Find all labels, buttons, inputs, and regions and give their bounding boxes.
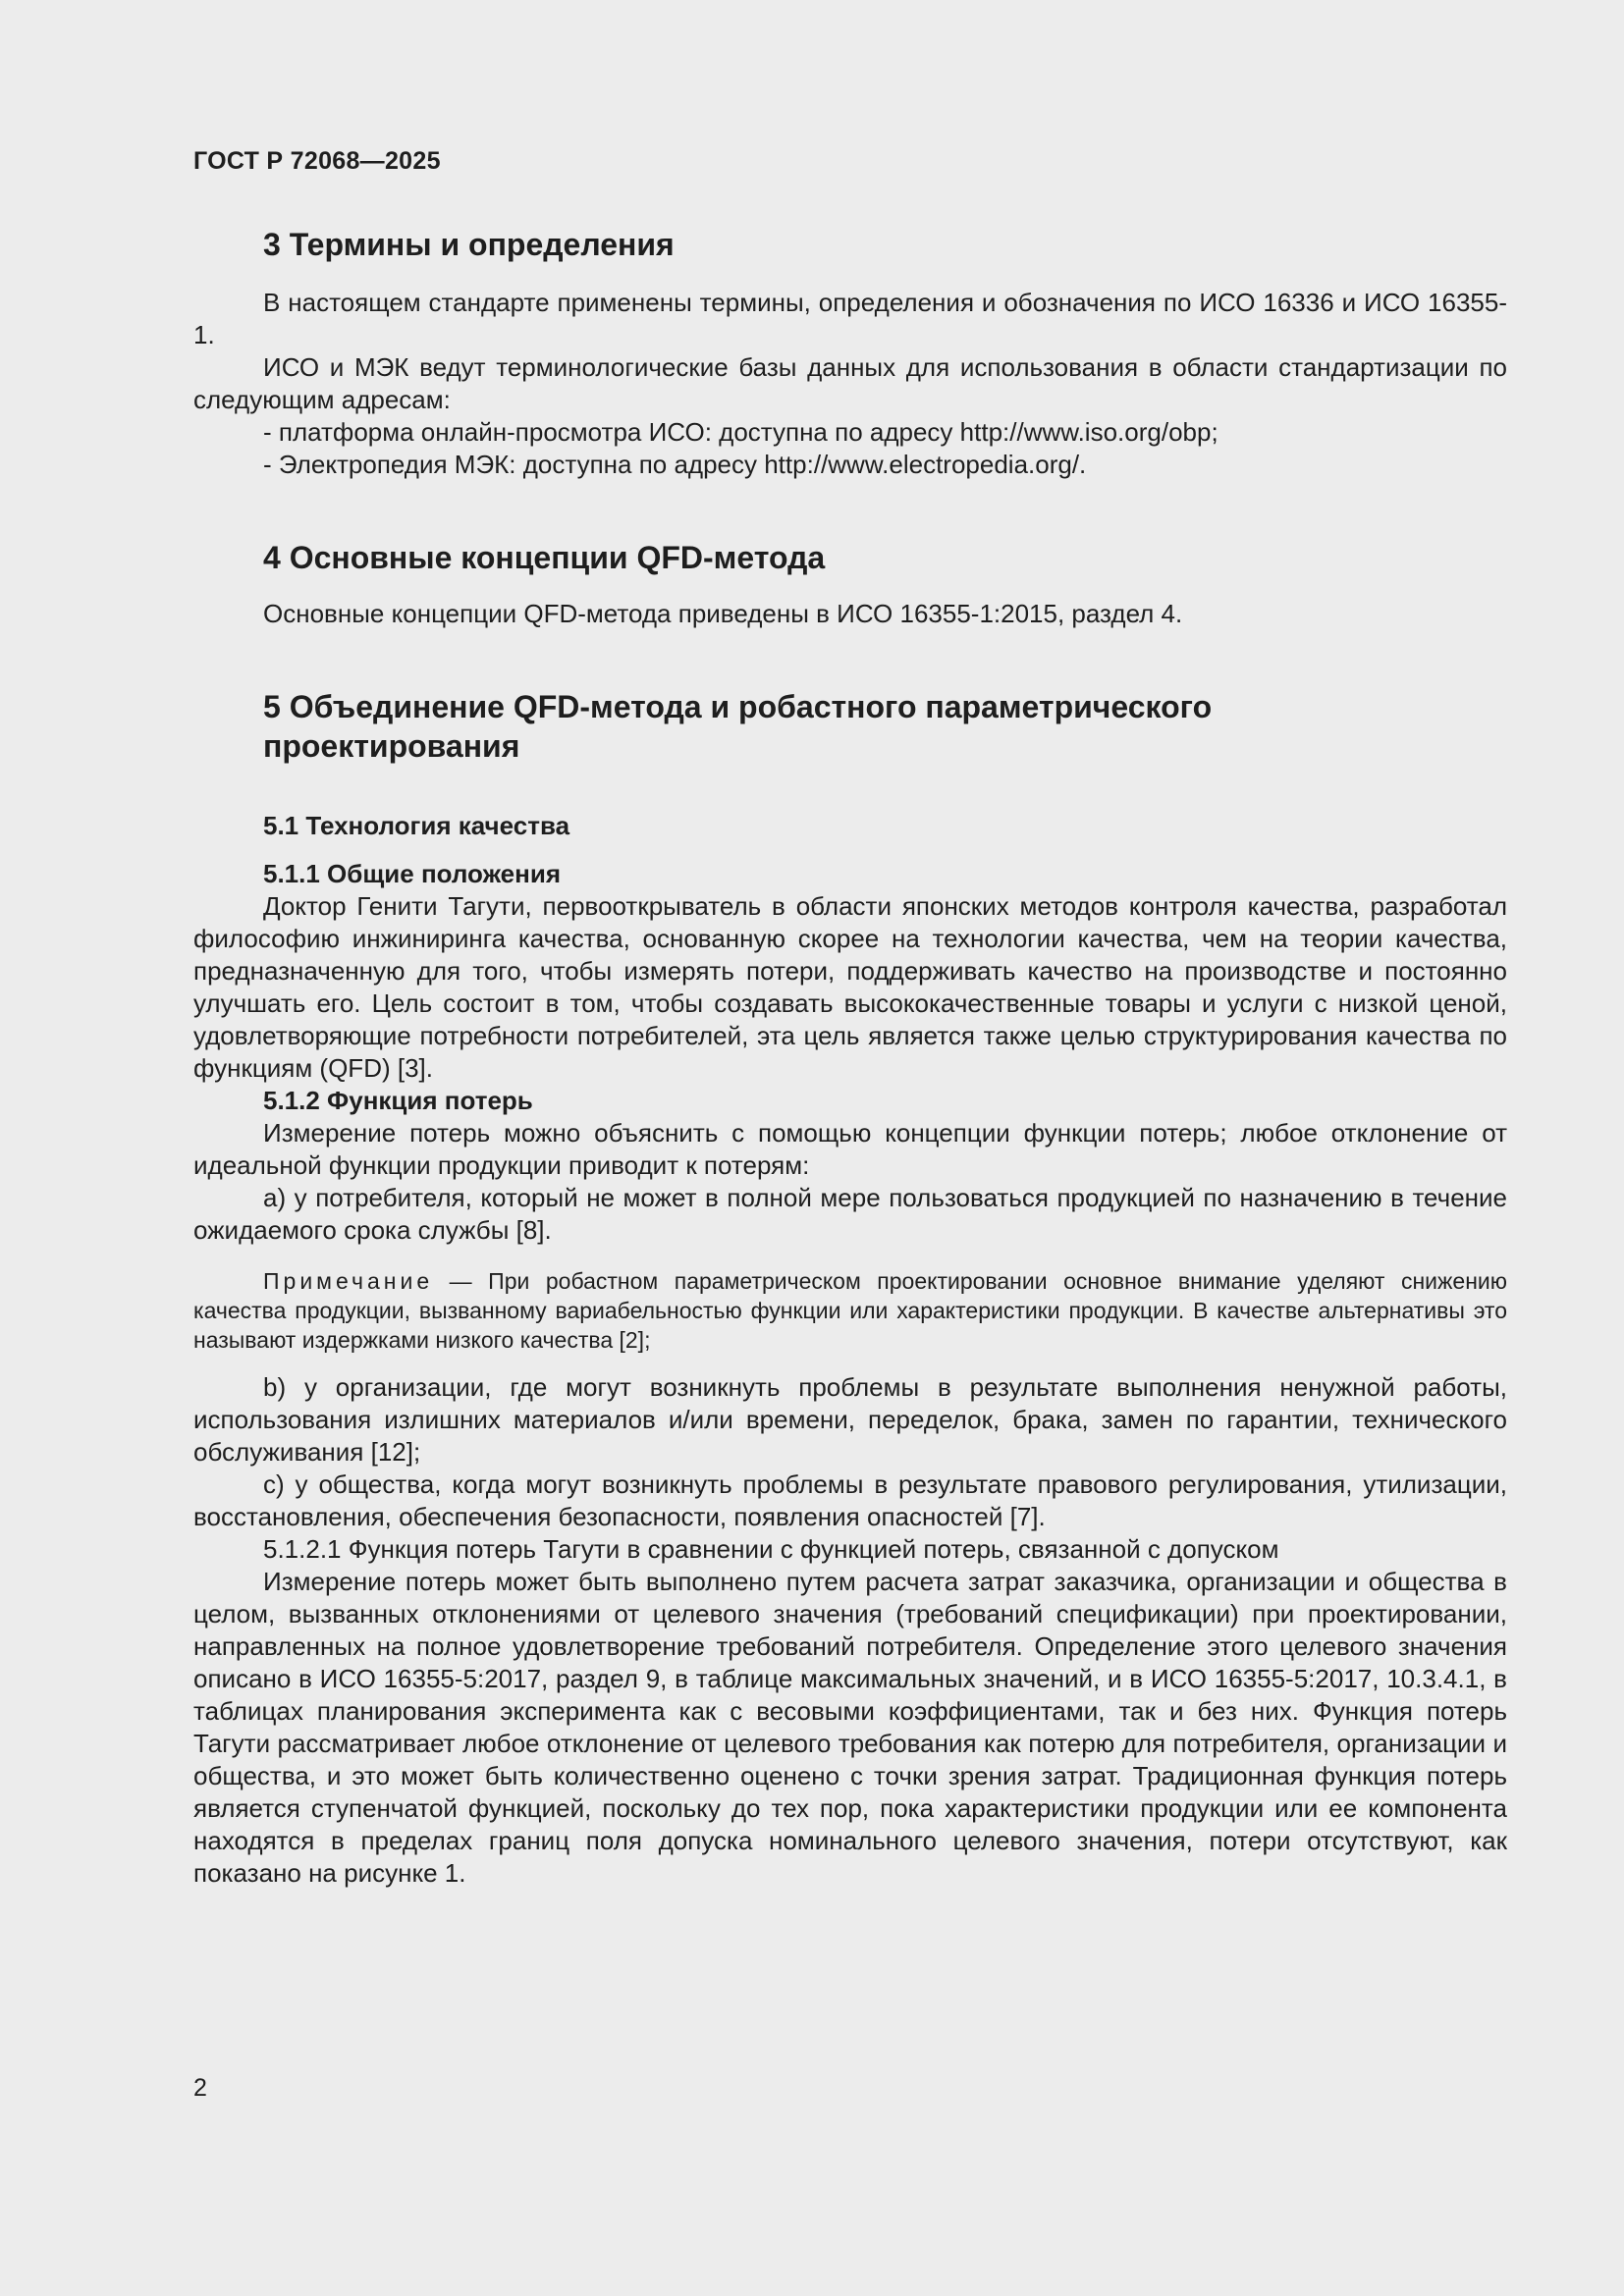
section-5-1-1-paragraph: Доктор Генити Тагути, первооткрыватель в области японских методов контроля качества, разработал философию инжиниринга качества, основанную скорее на технологии качества, чем на теории качества, предназначенную для того, чтобы измерять потери, поддерживать качество на производстве и постоянно улучшать его. Цель состоит в том, чтобы создавать высококачественные товары и услуги с низкой ценой, удовлетворяющие потребности потребителей, эта цель является также целью структурирования качества по функциям (QFD) [3]. [193, 891, 1507, 1083]
standard-designation: ГОСТ Р 72068—2025 [193, 147, 441, 175]
section-5-title-line-1: 5 Объединение QFD-метода и робастного параметрического [263, 689, 1213, 724]
section-5-1-1-title: 5.1.1 Общие положения [263, 859, 561, 888]
section-5-1-2-paragraph: Измерение потерь можно объяснить с помощью концепции функции потерь; любое отклонение от идеальной функции продукции приводит к потерям: [193, 1118, 1507, 1180]
list-item-c: с) у общества, когда могут возникнуть проблемы в результате правового регулирования, утилизации, восстановления, обеспечения безопасности, появления опасностей [7]. [193, 1469, 1507, 1531]
section-5-title [263, 687, 1212, 766]
section-5-1-2-title: 5.1.2 Функция потерь [263, 1086, 533, 1115]
list-item-iso-obp: - платформа онлайн-просмотра ИСО: доступна по адресу http://www.iso.org/obp; [263, 417, 1218, 447]
note-text: — При робастном параметрическом проектировании основное внимание уделяют снижению качества продукции, вызванному вариабельностью функции или характеристики продукции. В качестве альтернативы это называют издержками низкого качества [2]; [193, 1268, 1507, 1353]
section-3-paragraph-2: ИСО и МЭК ведут терминологические базы данных для использования в области стандартизации по следующим адресам: [193, 352, 1507, 414]
section-3-title: 3 Термины и определения [263, 227, 675, 262]
section-5-1-2-1-paragraph: Измерение потерь может быть выполнено путем расчета затрат заказчика, организации и общества в целом, вызванных отклонениями от целевого значения (требований спецификации) при проектировании, направленных на полное удовлетворение требований потребителя. Определение этого целевого значения описано в ИСО 16355-5:2017, раздел 9, в таблице максимальных значений, и в ИСО 16355-5:2017, 10.3.4.1, в таблицах планирования эксперимента как с весовыми коэффициентами, так и без них. Функция потерь Тагути рассматривает любое отклонение от целевого требования как потерю для потребителя, организации и общества, и это может быть количественно оценено с точки зрения затрат. Традиционная функция потерь является ступенчатой функцией, поскольку до тех пор, пока характеристики продукции или ее компонента находятся в пределах границ поля допуска номинального целевого значения, потери отсутствуют, как показано на рисунке 1. [193, 1567, 1507, 1888]
section-3-paragraph-1: В настоящем стандарте применены термины, определения и обозначения по ИСО 16336 и ИСО 16355-1. [193, 288, 1507, 349]
section-5-title-line-2: проектирования [263, 728, 520, 764]
note-label: Примечание [263, 1268, 434, 1294]
page-number: 2 [193, 2074, 207, 2102]
list-item-b: b) у организации, где могут возникнуть проблемы в результате выполнения ненужной работы, использования излишних материалов и/или времени, переделок, брака, замен по гарантии, технического обслуживания [12]; [193, 1372, 1507, 1467]
list-item-a: а) у потребителя, который не может в полной мере пользоваться продукцией по назначению в течение ожидаемого срока службы [8]. [193, 1183, 1507, 1245]
section-4-body [193, 598, 1507, 630]
note-block [193, 1266, 1507, 1355]
section-5-1-body [193, 858, 1507, 1247]
section-3-body [193, 287, 1507, 481]
section-5-1-2-1-title: 5.1.2.1 Функция потерь Тагути в сравнении с функцией потерь, связанной с допуском [263, 1534, 1279, 1564]
section-5-1-title: 5.1 Технология качества [263, 811, 570, 840]
section-5-1-2-continued [193, 1371, 1507, 1890]
section-4-title: 4 Основные концепции QFD-метода [263, 540, 826, 575]
section-4-paragraph: Основные концепции QFD-метода приведены в ИСО 16355-1:2015, раздел 4. [263, 599, 1183, 628]
list-item-electropedia: - Электропедия МЭК: доступна по адресу http://www.electropedia.org/. [263, 450, 1087, 479]
